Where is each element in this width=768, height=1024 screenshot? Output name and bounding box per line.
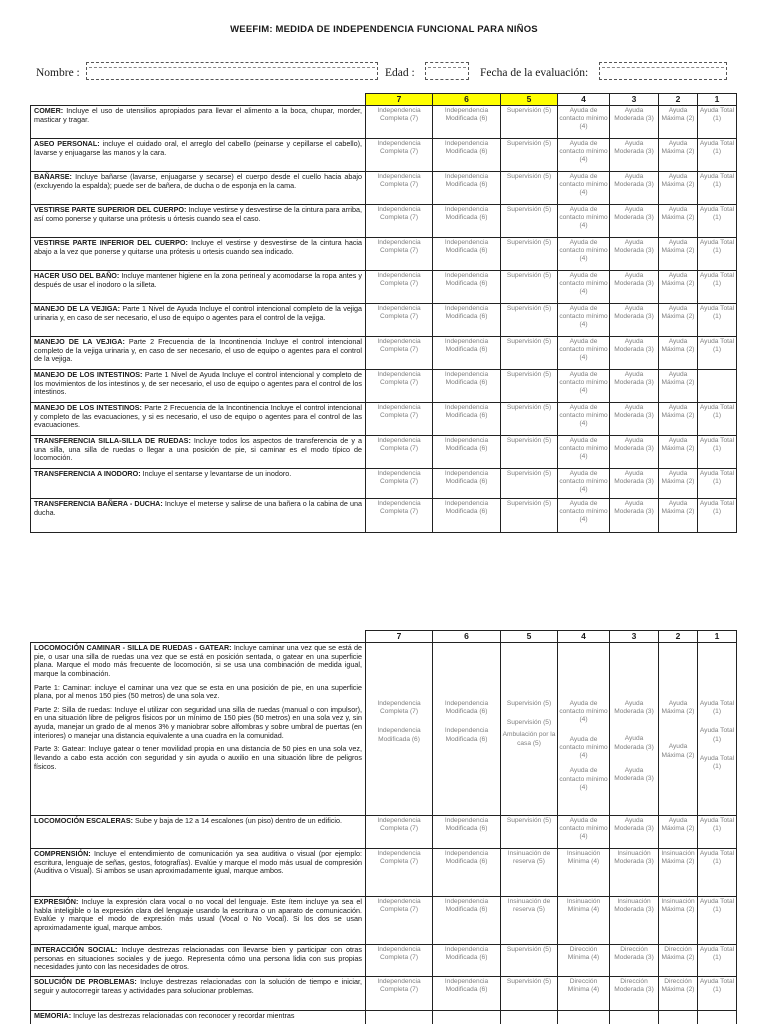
part2-level: Ayuda de contacto mínimo (4)	[559, 735, 608, 760]
item-text: Incluye el meterse y salirse de una bañera o la cabina de una ducha.	[34, 499, 362, 517]
score-cell-level-7[interactable]: Independencia Completa (7)	[366, 945, 433, 977]
score-cell-level-2[interactable]: Insinuación Máxima (2)	[659, 849, 698, 897]
score-cell-level-3[interactable]: Insinuación Moderada (3)	[610, 849, 659, 897]
part1-level: Ayuda de contacto mínimo (4)	[559, 700, 608, 724]
item-heading: HACER USO DEL BAÑO:	[34, 271, 120, 280]
locomotion-score-cell[interactable]	[366, 643, 433, 816]
score-cell-level-3[interactable]: Ayuda Moderada (3)	[610, 238, 659, 271]
item-text: Incluye el entendimiento de comunicación ya sea auditiva o visual (por ejemplo: escritura, lenguaje de señas, gestos, fotografías). Evalúe y marque el modo más usual de compresión (Auditiva o Visual). Si ambos se usan aproximadamente igual, marque ambos.	[34, 849, 362, 876]
score-cell-level-2[interactable]: Ayuda Máxima (2)	[659, 238, 698, 271]
item-text: Incluye mantener higiene en la zona perineal y acomodarse la ropa antes y después de usar el inodoro o la silleta.	[34, 271, 362, 289]
item-text: incluye el cuidado oral, el arreglo del cabello (peinarse y cepillarse el cabello), lavarse y enjuagarse las manos y la cara.	[34, 139, 363, 157]
activity-row	[31, 370, 737, 403]
score-cell-level-5[interactable]: Supervisión (5)	[501, 945, 558, 977]
score-cell-level-5[interactable]: Supervisión (5)	[501, 172, 558, 205]
activity-description	[31, 436, 366, 469]
level-header-row	[31, 94, 737, 106]
score-cell-level-2[interactable]: Ayuda Máxima (2)	[659, 172, 698, 205]
level-header-5: 5	[501, 631, 558, 643]
score-cell-level-6[interactable]: Independencia Modificada (6)	[433, 849, 501, 897]
score-cell-level-1[interactable]: Ayuda Total (1)	[698, 469, 737, 499]
score-cell-level-6[interactable]: Independencia Modificada (6)	[433, 816, 501, 849]
locomotion-part-2: Parte 2: Silla de ruedas: Incluye el utilizar con seguridad una silla de ruedas (manual o con impulsor), en una situación libre de peligros físicos por un mínimo de 150 pies (50 metros) en una sola vez y, sin ayuda, manejar un grado de al menos 3% y maniobrar sobre alfombras y sobre umbral de puertas (en interiores) o manejar una distancia equivalente a una cuadra en la comunidad.	[34, 704, 362, 740]
score-cell-level-3[interactable]: Ayuda Moderada (3)	[610, 469, 659, 499]
activity-row	[31, 337, 737, 370]
item-text: Incluye destrezas relacionadas con llevarse bien y participar con otras personas en situaciones sociales y de juego. Representa cómo una persona lidia con sus propias necesidades junto con las necesidades de otros.	[34, 945, 362, 972]
activity-row	[31, 945, 737, 977]
activity-description	[31, 1011, 366, 1024]
item-text: Sube y baja de 12 a 14 escalones (un piso) dentro de un edificio.	[135, 816, 343, 825]
score-cell-level-4[interactable]: Ayuda de contacto mínimo (4)	[558, 172, 610, 205]
item-heading: COMPRENSIÓN:	[34, 849, 91, 858]
score-cell-level-4[interactable]: Ayuda de contacto mínimo (4)	[558, 139, 610, 172]
level-header-2: 2	[659, 94, 698, 106]
activity-row	[31, 469, 737, 499]
score-cell-level-4[interactable]: Insinuación Mínima (4)	[558, 849, 610, 897]
name-field[interactable]	[86, 62, 378, 80]
item-heading: VESTIRSE PARTE INFERIOR DEL CUERPO:	[34, 238, 188, 247]
part2-level: Ayuda Moderada (3)	[614, 735, 654, 751]
activity-row	[31, 271, 737, 304]
part1-level: Ayuda Total (1)	[699, 700, 735, 716]
score-cell-level-3[interactable]: Ayuda Moderada (3)	[610, 139, 659, 172]
item-text: Incluye el sentarse y levantarse de un inodoro.	[142, 469, 292, 478]
score-cell-level-2[interactable]: Dirección Máxima (2)	[659, 977, 698, 1011]
score-cell-level-7[interactable]: Independencia Completa (7)	[366, 106, 433, 139]
part2-level: Independencia Modificada (6)	[377, 727, 421, 743]
part1-level: Independencia Completa (7)	[377, 700, 421, 716]
score-cell-level-4[interactable]: Insinuación Mínima (4)	[558, 897, 610, 945]
item-heading: LOCOMOCIÓN CAMINAR - SILLA DE RUEDAS - GATEAR:	[34, 643, 232, 652]
locomotion-description	[31, 643, 366, 816]
activity-row	[31, 499, 737, 533]
score-cell-level-1[interactable]: Ayuda Total (1)	[698, 436, 737, 469]
item-heading: ASEO PERSONAL:	[34, 139, 100, 148]
score-cell-level-7[interactable]: Independencia Completa (7)	[366, 139, 433, 172]
level-header-3: 3	[610, 94, 659, 106]
score-cell-level-5[interactable]: Insinuación de reserva (5)	[501, 849, 558, 897]
score-cell-level-1[interactable]	[698, 1011, 737, 1024]
score-cell-level-4[interactable]	[558, 1011, 610, 1024]
item-text: Parte 2 Frecuencia de la Incontinencia Incluye el control intencional completo de la vejiga urinaria y, en caso de ser necesario, el uso de equipo o agentes para el control de la vejiga.	[34, 337, 362, 364]
activity-description	[31, 816, 366, 849]
score-cell-level-2[interactable]	[659, 1011, 698, 1024]
score-cell-level-3[interactable]: Ayuda Moderada (3)	[610, 172, 659, 205]
score-cell-level-7[interactable]: Independencia Completa (7)	[366, 469, 433, 499]
level-header-6: 6	[433, 94, 501, 106]
part3-level: Ayuda Moderada (3)	[614, 766, 654, 783]
score-cell-level-1[interactable]: Ayuda Total (1)	[698, 945, 737, 977]
item-text: Incluye el vestirse y desvestirse de la cintura hacia abajo a la vez que ponerse y quitarse una prótesis u ortesis cuando sea indicado.	[34, 238, 363, 256]
score-cell-level-5[interactable]: Supervisión (5)	[501, 370, 558, 403]
evaluation-date-field[interactable]	[599, 62, 727, 80]
score-cell-level-4[interactable]: Ayuda de contacto mínimo (4)	[558, 238, 610, 271]
locomotion-score-cell[interactable]	[558, 643, 610, 816]
score-cell-level-1[interactable]: Ayuda Total (1)	[698, 897, 737, 945]
activity-description	[31, 304, 366, 337]
score-cell-level-5[interactable]: Supervisión (5)	[501, 139, 558, 172]
mobility-cognition-table	[30, 630, 737, 1024]
item-text: Parte 1 Nivel de Ayuda Incluye el control intencional completo de la vejiga urinaria y, en caso de ser necesario, el uso de equipo o agentes para el control de la vejiga.	[34, 304, 362, 322]
score-cell-level-5[interactable]: Supervisión (5)	[501, 499, 558, 533]
score-cell-level-5[interactable]: Supervisión (5)	[501, 238, 558, 271]
score-cell-level-1[interactable]: Ayuda Total (1)	[698, 172, 737, 205]
activity-description	[31, 205, 366, 238]
score-cell-level-2[interactable]: Ayuda Máxima (2)	[659, 370, 698, 403]
score-cell-level-7[interactable]: Independencia Completa (7)	[366, 172, 433, 205]
score-cell-level-3[interactable]: Ayuda Moderada (3)	[610, 436, 659, 469]
activity-row	[31, 849, 737, 897]
activity-description	[31, 271, 366, 304]
form-title: WEEFIM: MEDIDA DE INDEPENDENCIA FUNCIONAL PARA NIÑOS	[230, 24, 538, 35]
item-text: Incluye todos los aspectos de transferencia de y a una silla, una silla de ruedas o llegar a una posición de pie, si caminar es el modo típico de locomoción.	[34, 436, 362, 463]
score-cell-level-2[interactable]: Ayuda Máxima (2)	[659, 403, 698, 436]
score-cell-level-3[interactable]: Ayuda Moderada (3)	[610, 271, 659, 304]
score-cell-level-1[interactable]: Ayuda Total (1)	[698, 977, 737, 1011]
score-cell-level-5[interactable]: Insinuación de reserva (5)	[501, 897, 558, 945]
score-cell-level-4[interactable]: Ayuda de contacto mínimo (4)	[558, 816, 610, 849]
score-cell-level-6[interactable]: Independencia Modificada (6)	[433, 304, 501, 337]
score-cell-level-4[interactable]: Ayuda de contacto mínimo (4)	[558, 271, 610, 304]
activity-row	[31, 172, 737, 205]
part2-level-b: Ambulación por la casa (5)	[502, 731, 556, 747]
score-cell-level-5[interactable]: Supervisión (5)	[501, 816, 558, 849]
level-header-row-2	[31, 631, 737, 643]
age-label: Edad :	[385, 67, 415, 79]
part1-level: Ayuda Moderada (3)	[614, 700, 654, 716]
activity-description	[31, 172, 366, 205]
score-cell-level-6[interactable]: Independencia Modificada (6)	[433, 370, 501, 403]
score-cell-level-1[interactable]: Ayuda Total (1)	[698, 238, 737, 271]
score-cell-level-3[interactable]: Ayuda Moderada (3)	[610, 370, 659, 403]
item-text: Incluye el uso de utensilios apropiados para llevar el alimento a la boca, chupar, morder, masticar y tragar.	[34, 106, 362, 124]
activity-row	[31, 436, 737, 469]
item-text: Parte 2 Frecuencia de la Incontinencia Incluye el control intencional y completo de las evacuaciones, y si es necesario, el uso de equipo o agentes para el control de las evacuaciones.	[34, 403, 362, 430]
activity-row	[31, 238, 737, 271]
date-label: Fecha de la evaluación:	[480, 67, 589, 79]
score-cell-level-7[interactable]: Independencia Completa (7)	[366, 499, 433, 533]
locomotion-score-cell[interactable]	[659, 643, 698, 816]
score-cell-level-4[interactable]: Ayuda de contacto mínimo (4)	[558, 403, 610, 436]
activity-row	[31, 106, 737, 139]
level-header-5: 5	[501, 94, 558, 106]
score-cell-level-3[interactable]: Ayuda Moderada (3)	[610, 337, 659, 370]
level-header-4: 4	[558, 94, 610, 106]
score-cell-level-4[interactable]: Ayuda de contacto mínimo (4)	[558, 304, 610, 337]
locomotion-score-cell[interactable]	[433, 643, 501, 816]
level-header-1: 1	[698, 94, 737, 106]
score-cell-level-6[interactable]: Independencia Modificada (6)	[433, 403, 501, 436]
activity-description	[31, 499, 366, 533]
score-cell-level-2[interactable]: Ayuda Máxima (2)	[659, 499, 698, 533]
part2-level: Ayuda Máxima (2)	[661, 743, 695, 759]
activity-row	[31, 897, 737, 945]
score-cell-level-5[interactable]: Supervisión (5)	[501, 337, 558, 370]
score-cell-level-7[interactable]: Independencia Completa (7)	[366, 436, 433, 469]
part2-level: Supervisión (5)	[506, 719, 552, 727]
score-cell-level-5[interactable]: Supervisión (5)	[501, 469, 558, 499]
level-header-1: 1	[698, 631, 737, 643]
activity-description	[31, 403, 366, 436]
score-cell-level-6[interactable]: Independencia Modificada (6)	[433, 897, 501, 945]
score-cell-level-3[interactable]: Ayuda Moderada (3)	[610, 106, 659, 139]
locomotion-part-1: Parte 1: Caminar: incluye el caminar una vez que se esta en una posición de pie, en una superficie plana, por al menos 150 pies (50 metros) de una sola vez.	[34, 682, 362, 701]
item-heading: LOCOMOCIÓN ESCALERAS:	[34, 816, 134, 825]
part1-level: Supervisión (5)	[506, 700, 552, 707]
item-heading: MANEJO DE LOS INTESTINOS:	[34, 370, 143, 379]
part1-level: Independencia Modificada (6)	[444, 700, 489, 716]
score-cell-level-1[interactable]: Ayuda Total (1)	[698, 816, 737, 849]
score-cell-level-3[interactable]: Ayuda Moderada (3)	[610, 816, 659, 849]
score-cell-level-7[interactable]: Independencia Completa (7)	[366, 205, 433, 238]
score-cell-level-6[interactable]: Independencia Modificada (6)	[433, 499, 501, 533]
score-cell-level-1[interactable]: Ayuda Total (1)	[698, 139, 737, 172]
score-cell-level-5[interactable]: Supervisión (5)	[501, 403, 558, 436]
score-cell-level-3[interactable]: Ayuda Moderada (3)	[610, 304, 659, 337]
part2-level: Ayuda Total (1)	[699, 727, 735, 743]
activity-description	[31, 849, 366, 897]
score-cell-level-2[interactable]: Ayuda Máxima (2)	[659, 816, 698, 849]
activity-description	[31, 469, 366, 499]
item-heading: TRANSFERENCIA A INODORO:	[34, 469, 141, 478]
activity-row	[31, 139, 737, 172]
item-heading: SOLUCIÓN DE PROBLEMAS:	[34, 977, 137, 986]
part3-level: Ayuda Total (1)	[699, 754, 735, 771]
score-cell-level-4[interactable]: Ayuda de contacto mínimo (4)	[558, 469, 610, 499]
score-cell-level-6[interactable]: Independencia Modificada (6)	[433, 469, 501, 499]
item-heading: BAÑARSE:	[34, 172, 72, 181]
level-header-6: 6	[433, 631, 501, 643]
score-cell-level-4[interactable]: Dirección Mínima (4)	[558, 977, 610, 1011]
score-cell-level-2[interactable]: Ayuda Máxima (2)	[659, 106, 698, 139]
score-cell-level-7[interactable]: Independencia Completa (7)	[366, 304, 433, 337]
activity-row	[31, 977, 737, 1011]
activity-row	[31, 816, 737, 849]
self-care-table	[30, 93, 737, 533]
item-text: Incluye vestirse y desvestirse de la cintura para arriba, así como ponerse y quitarse una prótesis u órtesis cuando sea el caso.	[34, 205, 362, 223]
part2-level: Independencia Modificada (6)	[444, 727, 489, 743]
score-cell-level-4[interactable]: Ayuda de contacto mínimo (4)	[558, 205, 610, 238]
score-cell-level-2[interactable]: Dirección Máxima (2)	[659, 945, 698, 977]
score-cell-level-3[interactable]: Ayuda Moderada (3)	[610, 403, 659, 436]
score-cell-level-2[interactable]: Ayuda Máxima (2)	[659, 436, 698, 469]
score-cell-level-2[interactable]: Insinuación Máxima (2)	[659, 897, 698, 945]
score-cell-level-6[interactable]: Independencia Modificada (6)	[433, 172, 501, 205]
activity-description	[31, 106, 366, 139]
score-cell-level-7[interactable]: Independencia Completa (7)	[366, 849, 433, 897]
item-heading: MANEJO DE LA VEJIGA:	[34, 337, 125, 346]
score-cell-level-3[interactable]: Dirección Moderada (3)	[610, 977, 659, 1011]
score-cell-level-7[interactable]: Independencia Completa (7)	[366, 337, 433, 370]
score-cell-level-3[interactable]: Ayuda Moderada (3)	[610, 205, 659, 238]
score-cell-level-1[interactable]: Ayuda Total (1)	[698, 337, 737, 370]
score-cell-level-2[interactable]: Ayuda Máxima (2)	[659, 304, 698, 337]
score-cell-level-1[interactable]: Ayuda Total (1)	[698, 849, 737, 897]
score-cell-level-5[interactable]: Supervisión (5)	[501, 106, 558, 139]
item-text: Incluye la expresión clara vocal o no vocal del lenguaje. Este ítem incluye ya sea el habla inteligible o la expresión clara del lenguaje usando la escritura o un aparato de comunicación. Evalúe y marque el modo de expresión más usual (Vocal o No Vocal). Si los dos se usan aproximadamente igual, marque ambos.	[34, 897, 362, 932]
activity-description	[31, 370, 366, 403]
score-cell-level-7[interactable]: Independencia Completa (7)	[366, 370, 433, 403]
activity-description	[31, 977, 366, 1011]
score-cell-level-7[interactable]: Independencia Completa (7)	[366, 897, 433, 945]
score-cell-level-4[interactable]: Ayuda de contacto mínimo (4)	[558, 499, 610, 533]
header-blank	[31, 94, 366, 106]
score-cell-level-6[interactable]: Independencia Modificada (6)	[433, 238, 501, 271]
score-cell-level-5[interactable]: Supervisión (5)	[501, 271, 558, 304]
activity-description	[31, 139, 366, 172]
activity-row	[31, 205, 737, 238]
score-cell-level-5[interactable]: Supervisión (5)	[501, 977, 558, 1011]
name-label: Nombre :	[36, 67, 80, 79]
score-cell-level-6[interactable]: Independencia Modificada (6)	[433, 945, 501, 977]
score-cell-level-2[interactable]: Ayuda Máxima (2)	[659, 139, 698, 172]
locomotion-score-cell[interactable]	[610, 643, 659, 816]
score-cell-level-6[interactable]: Independencia Modificada (6)	[433, 139, 501, 172]
score-cell-level-2[interactable]: Ayuda Máxima (2)	[659, 271, 698, 304]
item-text: Incluye las destrezas relacionadas con reconocer y recordar mientras	[73, 1011, 295, 1020]
level-header-2: 2	[659, 631, 698, 643]
activity-description	[31, 897, 366, 945]
score-cell-level-3[interactable]	[610, 1011, 659, 1024]
score-cell-level-6[interactable]: Independencia Modificada (6)	[433, 977, 501, 1011]
score-cell-level-7[interactable]: Independencia Completa (7)	[366, 238, 433, 271]
locomotion-score-cell[interactable]	[501, 643, 558, 816]
score-cell-level-7[interactable]: Independencia Completa (7)	[366, 977, 433, 1011]
score-cell-level-7[interactable]: Independencia Completa (7)	[366, 816, 433, 849]
score-cell-level-7[interactable]	[366, 1011, 433, 1024]
item-text: Incluye caminar una vez que se está de pie, o usar una silla de ruedas una vez que se está en posición sentada, o gatear en una superficie plana. Marque el modo más frecuente de locomoción, si se usa una combinación de medida igual, marque la combinación.	[34, 643, 362, 678]
item-heading: EXPRESIÓN:	[34, 897, 79, 906]
score-cell-level-3[interactable]: Insinuación Moderada (3)	[610, 897, 659, 945]
score-cell-level-1[interactable]: Ayuda Total (1)	[698, 403, 737, 436]
score-cell-level-1[interactable]: Ayuda Total (1)	[698, 499, 737, 533]
activity-row	[31, 403, 737, 436]
score-cell-level-1[interactable]: Ayuda Total (1)	[698, 106, 737, 139]
patient-fields	[36, 62, 736, 84]
score-cell-level-4[interactable]: Ayuda de contacto mínimo (4)	[558, 106, 610, 139]
score-cell-level-6[interactable]: Independencia Modificada (6)	[433, 271, 501, 304]
activity-description	[31, 238, 366, 271]
score-cell-level-6[interactable]: Independencia Modificada (6)	[433, 205, 501, 238]
score-cell-level-4[interactable]: Ayuda de contacto mínimo (4)	[558, 337, 610, 370]
level-header-7: 7	[366, 94, 433, 106]
level-header-4: 4	[558, 631, 610, 643]
activity-description	[31, 945, 366, 977]
score-cell-level-5[interactable]: Supervisión (5)	[501, 436, 558, 469]
age-field[interactable]	[425, 62, 469, 80]
item-text: Incluye bañarse (lavarse, enjuagarse y secarse) el cuerpo desde el cuello hacia abajo (excluyendo la espalda); puede ser de bañera, de ducha o de esponja en la cama.	[34, 172, 362, 190]
item-heading: COMER:	[34, 106, 64, 115]
score-cell-level-5[interactable]: Supervisión (5)	[501, 304, 558, 337]
score-cell-level-6[interactable]	[433, 1011, 501, 1024]
item-text: Parte 1 Nivel de Ayuda Incluye el control intencional y completo de los movimientos de los intestinos y, de ser necesario, el uso de equipo o agentes para el control de los intestinos.	[34, 370, 363, 397]
score-cell-level-1[interactable]: Ayuda Total (1)	[698, 304, 737, 337]
score-cell-level-6[interactable]: Independencia Modificada (6)	[433, 106, 501, 139]
score-cell-level-4[interactable]: Ayuda de contacto mínimo (4)	[558, 436, 610, 469]
score-cell-level-2[interactable]: Ayuda Máxima (2)	[659, 469, 698, 499]
level-header-7: 7	[366, 631, 433, 643]
score-cell-level-5[interactable]	[501, 1011, 558, 1024]
score-cell-level-6[interactable]: Independencia Modificada (6)	[433, 436, 501, 469]
score-cell-level-2[interactable]: Ayuda Máxima (2)	[659, 337, 698, 370]
item-heading: TRANSFERENCIA SILLA-SILLA DE RUEDAS:	[34, 436, 191, 445]
item-heading: MANEJO DE LOS INTESTINOS:	[34, 403, 142, 412]
activity-row	[31, 1011, 737, 1024]
score-cell-level-4[interactable]: Ayuda de contacto mínimo (4)	[558, 370, 610, 403]
item-heading: MEMORIA:	[34, 1011, 72, 1020]
item-heading: MANEJO DE LA VEJIGA:	[34, 304, 120, 313]
score-cell-level-7[interactable]: Independencia Completa (7)	[366, 403, 433, 436]
score-cell-level-3[interactable]: Dirección Moderada (3)	[610, 945, 659, 977]
item-text: Incluye destrezas relacionadas con la solución de tiempo e iniciar, seguir y autocorregir tareas y actividades para solucionar problemas.	[34, 977, 363, 995]
score-cell-level-1[interactable]: Ayuda Total (1)	[698, 205, 737, 238]
locomotion-score-cell[interactable]	[698, 643, 737, 816]
activity-description	[31, 337, 366, 370]
score-cell-level-2[interactable]: Ayuda Máxima (2)	[659, 205, 698, 238]
part1-level: Ayuda Máxima (2)	[661, 700, 695, 716]
activity-row	[31, 304, 737, 337]
score-cell-level-6[interactable]: Independencia Modificada (6)	[433, 337, 501, 370]
score-cell-level-3[interactable]: Ayuda Moderada (3)	[610, 499, 659, 533]
score-cell-level-1[interactable]: Ayuda Total (1)	[698, 271, 737, 304]
header-blank-2	[31, 631, 366, 643]
level-header-3: 3	[610, 631, 659, 643]
score-cell-level-7[interactable]: Independencia Completa (7)	[366, 271, 433, 304]
item-heading: INTERACCIÓN SOCIAL:	[34, 945, 118, 954]
item-heading: TRANSFERENCIA BAÑERA - DUCHA:	[34, 499, 163, 508]
score-cell-level-1[interactable]	[698, 370, 737, 403]
score-cell-level-4[interactable]: Dirección Mínima (4)	[558, 945, 610, 977]
part3-level: Ayuda de contacto mínimo (4)	[559, 767, 608, 791]
locomotion-part-3: Parte 3: Gatear: Incluye gatear o tener movilidad propia en una distancia de 50 pies en una sola vez, llevando a cabo esta acción con seguridad y sin ayuda o auxilio en una situación libre de peligros físicos.	[34, 744, 362, 771]
score-cell-level-5[interactable]: Supervisión (5)	[501, 205, 558, 238]
item-heading: VESTIRSE PARTE SUPERIOR DEL CUERPO:	[34, 205, 187, 214]
locomotion-row	[31, 643, 737, 816]
